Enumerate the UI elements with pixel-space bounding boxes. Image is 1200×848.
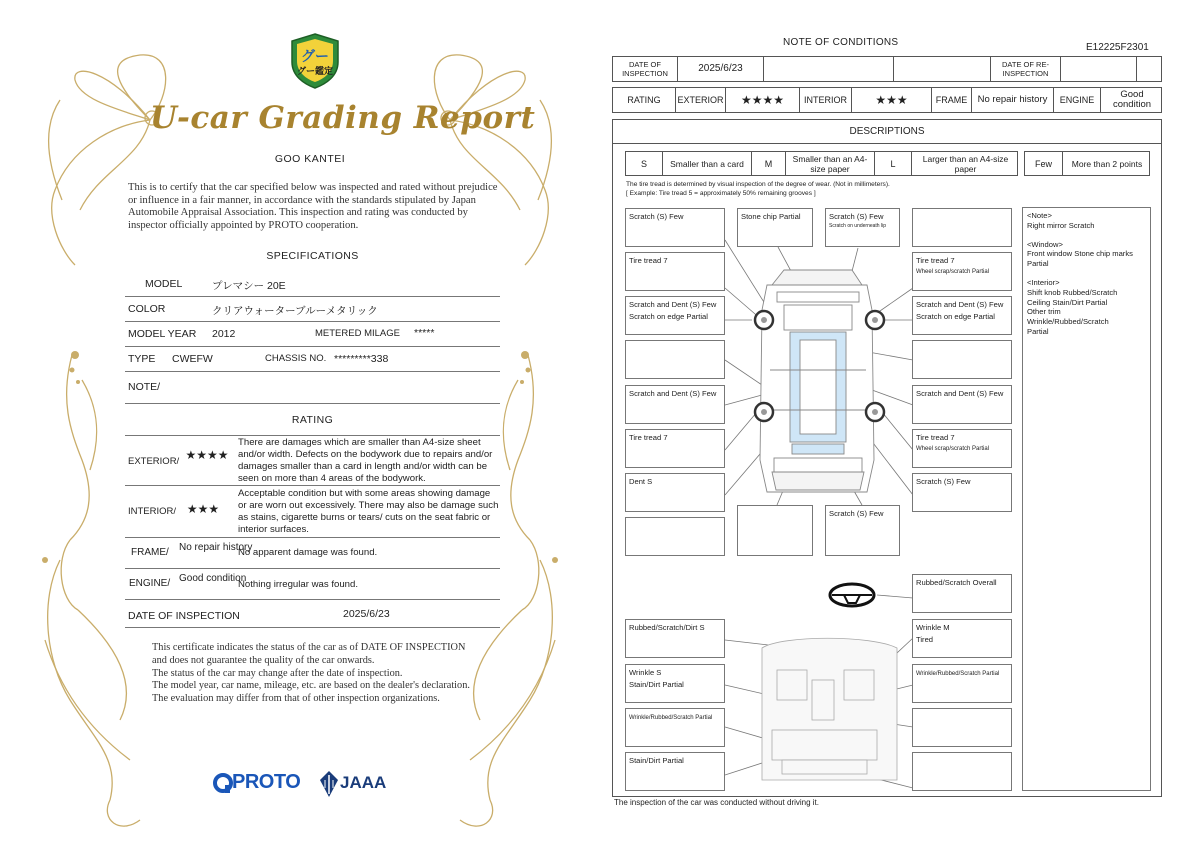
note-box: [625, 752, 725, 791]
note-text: Wrinkle M: [916, 623, 950, 632]
note-box: [625, 385, 725, 424]
engine-label: ENGINE/: [129, 578, 171, 589]
date-blank: [764, 57, 894, 81]
frame-description: No apparent damage was found.: [238, 547, 378, 558]
frame-label: FRAME/: [131, 547, 169, 558]
note-text: Wrinkle/Rubbed/Scratch Partial: [916, 671, 1000, 677]
rating-label: RATING: [613, 88, 676, 112]
date-label: DATE OF INSPECTION: [613, 57, 678, 81]
exterior-rating-row: [125, 436, 500, 486]
note-text: Scratch (S) Few: [829, 212, 884, 221]
note-box: [625, 708, 725, 747]
legend-m: M: [752, 152, 786, 175]
note-text: Scratch (S) Few: [916, 477, 971, 486]
footer-logos: [212, 768, 412, 800]
note-text: Tire tread 7: [916, 433, 955, 442]
side-note-line: Partial: [1027, 326, 1049, 336]
side-note-line: Wrinkle/Rubbed/Scratch: [1027, 317, 1109, 327]
note-box: [737, 208, 813, 247]
side-note-spacer: [1027, 269, 1146, 278]
side-note-line: Other trim: [1027, 307, 1061, 317]
note-box: [912, 340, 1012, 379]
note-text: Tire tread 7: [629, 433, 668, 442]
report-title: U-car Grading Report: [150, 100, 536, 136]
note-box: [625, 664, 725, 703]
note-text: Stain/Dirt Partial: [629, 679, 684, 689]
chassis-label: CHASSIS NO.: [265, 353, 327, 364]
reinspection-blank: [1137, 57, 1163, 81]
report-subtitle: GOO KANTEI: [274, 153, 346, 165]
car-top-view-icon: [760, 270, 874, 492]
legend-s-desc: Smaller than a card: [663, 152, 752, 175]
mileage-label: METERED MILAGE: [315, 328, 400, 339]
note-box: [912, 296, 1012, 335]
note-box: [912, 619, 1012, 658]
legend-few-desc: More than 2 points: [1071, 158, 1143, 169]
few-legend: [1024, 151, 1150, 176]
note-box: [912, 752, 1012, 791]
interior-label: INTERIOR/: [128, 506, 177, 517]
engine-description: Nothing irregular was found.: [238, 579, 358, 590]
engine-label: ENGINE: [1054, 88, 1101, 112]
proto-logo-text: PROTO: [232, 771, 301, 793]
note-text: Wheel scrap/scratch Partial: [916, 268, 990, 275]
note-text: Rubbed/Scratch/Dirt S: [629, 623, 705, 632]
frame-value: No repair history: [179, 542, 253, 553]
note-box: [625, 208, 725, 247]
steering-wheel-icon: [830, 584, 874, 606]
legend-m-desc: Smaller than an A4-size paper: [786, 152, 875, 175]
note-box: [912, 252, 1012, 291]
note-text: Stone chip Partial: [741, 212, 801, 221]
size-legend: [625, 151, 1018, 176]
exterior-description: There are damages which are smaller than A4-size sheet and/or width. Defects on the bodywork due to repairs and/or damages smaller than a card in length and/or width can be seen on more than 4 areas of the bodywork.: [238, 437, 493, 484]
engine-value: Good condition: [1112, 89, 1152, 110]
model-value: プレマシー 20E: [212, 280, 286, 292]
note-text: Scratch and Dent (S) Few: [629, 300, 717, 309]
side-note-line: Front window Stone chip marks Partial: [1027, 249, 1133, 269]
badge-text: グー鑑定: [296, 67, 334, 77]
note-box: [912, 574, 1012, 613]
tire-tread-note: [626, 180, 890, 198]
exterior-label: EXTERIOR/: [128, 456, 180, 467]
note-text: Scratch on edge Partial: [629, 311, 708, 321]
model-year-value: 2012: [212, 328, 236, 340]
model-row: [125, 272, 500, 297]
note-subtext: Scratch on underneath lip: [829, 222, 886, 229]
note-box: [912, 473, 1012, 512]
descriptions-heading: DESCRIPTIONS: [612, 119, 1162, 144]
report-id: E12225F2301: [1086, 42, 1149, 53]
condition-rating-row: [612, 87, 1162, 113]
interior-stars: ★★★: [852, 88, 932, 112]
note-box: [625, 517, 725, 556]
note-text: Stain/Dirt Partial: [629, 756, 684, 765]
rating-heading: RATING: [291, 414, 334, 426]
chassis-value: *********338: [334, 353, 389, 365]
note-box: [737, 505, 813, 556]
note-box: [825, 505, 900, 556]
interior-description: Acceptable condition but with some areas showing damage or are worn out excessively. There may also be damage such as stains, cigarette burns or tears/ cuts on the seat fabric or interior surfaces.: [238, 488, 499, 535]
disclaimer-line: This certificate indicates the status of the car as of DATE OF INSPECTION and does not guarantee the quality of the car onwards.: [152, 642, 466, 666]
disclaimer-line: The status of the car may change after the date of inspection.: [152, 667, 403, 679]
car-interior-icon: [762, 638, 897, 780]
date-row: [612, 56, 1162, 82]
note-box: [912, 385, 1012, 424]
note-box: [625, 473, 725, 512]
inspection-date-value: 2025/6/23: [343, 608, 390, 620]
frame-value: No repair history: [972, 88, 1054, 112]
interior-rating-row: [125, 486, 500, 538]
inspection-date-label: DATE OF INSPECTION: [128, 610, 240, 622]
color-row: [125, 297, 500, 322]
note-text: Tired: [916, 634, 934, 644]
disclaimer-line: The evaluation may differ from that of other inspection organizations.: [152, 693, 440, 705]
exterior-stars: ★★★★: [185, 448, 229, 462]
note-box: [912, 208, 1012, 247]
side-note-line: <Interior>: [1027, 277, 1060, 287]
note-box: [625, 340, 725, 379]
frame-label: FRAME: [932, 88, 972, 112]
jaaa-logo-icon: [318, 770, 340, 798]
type-value: CWEFW: [172, 353, 213, 365]
note-box: [912, 429, 1012, 468]
note-text: Scratch (S) Few: [829, 509, 884, 518]
disclaimer-line: The model year, car name, mileage, etc. are based on the dealer's declaration.: [152, 680, 470, 692]
note-box: [625, 252, 725, 291]
side-note-line: Right mirror Scratch: [1027, 220, 1095, 230]
conditions-title: NOTE OF CONDITIONS: [783, 37, 899, 48]
model-year-label: MODEL YEAR: [128, 328, 197, 340]
goo-kantei-badge-icon: [288, 32, 342, 90]
note-text: Scratch and Dent (S) Few: [916, 300, 1004, 309]
tire-tread-note-line: [ Example: Tire tread 5 = approximately 50% remaining grooves ]: [626, 190, 816, 197]
color-label: COLOR: [128, 303, 166, 315]
certification-statement: This is to certify that the car specified below was inspected and rated without prejudice or influence in a fair manner, in accordance with the standards stipulated by Japan Automobile Appraisal Association. This inspection and rating was conducted by inspector officially appointed by PROTO cooperation.: [128, 182, 498, 231]
note-text: Scratch and Dent (S) Few: [629, 389, 717, 398]
note-text: Tire tread 7: [629, 256, 668, 265]
model-year-row: [125, 322, 500, 347]
note-box: [825, 208, 900, 247]
color-value: クリアウォーターブルーメタリック: [212, 305, 378, 317]
note-text: Scratch and Dent (S) Few: [916, 389, 1004, 398]
reinspection-value: [1061, 57, 1137, 81]
legend-few: Few: [1025, 152, 1063, 175]
jaaa-logo-text: JAAA: [340, 773, 387, 792]
exterior-stars: ★★★★: [726, 88, 800, 112]
side-note-line: Ceiling Stain/Dirt Partial: [1027, 297, 1108, 307]
model-label: MODEL: [145, 278, 183, 290]
interior-stars: ★★★: [186, 502, 220, 516]
side-note-line: <Window>: [1027, 239, 1063, 249]
note-text: Wheel scrap/scratch Partial: [916, 445, 990, 452]
note-text: Dent S: [629, 477, 653, 486]
engine-value: Good condition: [179, 573, 247, 584]
exterior-label: EXTERIOR: [676, 88, 726, 112]
note-text: Rubbed/Scratch Overall: [916, 578, 997, 587]
note-label: NOTE/: [128, 381, 161, 393]
inspection-footer-note: The inspection of the car was conducted without driving it.: [614, 798, 819, 807]
engine-rating-row: [125, 569, 500, 600]
type-row: [125, 347, 500, 372]
side-note-spacer: [1027, 231, 1146, 240]
side-note-line: Shift knob Rubbed/Scratch: [1027, 287, 1118, 297]
tire-tread-note-line: The tire tread is determined by visual inspection of the degree of wear. (Not in millimeters).: [626, 181, 890, 188]
legend-s: S: [626, 152, 663, 175]
note-text: Scratch (S) Few: [629, 212, 684, 221]
note-box: [912, 664, 1012, 703]
interior-label: INTERIOR: [800, 88, 852, 112]
note-text: Wrinkle/Rubbed/Scratch Partial: [629, 715, 713, 721]
proto-logo-icon: [212, 772, 234, 794]
svg-text:グー: グー: [301, 49, 329, 65]
specifications-heading: SPECIFICATIONS: [266, 250, 359, 262]
certificate-disclaimer: [152, 642, 482, 706]
note-text: Scratch on edge Partial: [916, 311, 995, 321]
side-note-line: <Note>: [1027, 211, 1052, 220]
note-box: [625, 619, 725, 658]
legend-l: L: [875, 152, 912, 175]
note-box: [625, 296, 725, 335]
type-label: TYPE: [128, 353, 156, 365]
reinspection-label: DATE OF RE-INSPECTION: [991, 57, 1061, 81]
date-value: 2025/6/23: [678, 57, 764, 81]
inspection-date-row: [125, 600, 500, 628]
mileage-value: *****: [414, 327, 435, 339]
date-blank-2: [894, 57, 991, 81]
note-row: [125, 372, 500, 404]
note-text: Tire tread 7: [916, 256, 955, 265]
note-box: [912, 708, 1012, 747]
note-text: Wrinkle S: [629, 668, 662, 677]
general-notes-box: [1022, 207, 1151, 791]
frame-rating-row: [125, 538, 500, 569]
legend-l-desc: Larger than an A4-size paper: [922, 153, 1009, 174]
note-box: [625, 429, 725, 468]
